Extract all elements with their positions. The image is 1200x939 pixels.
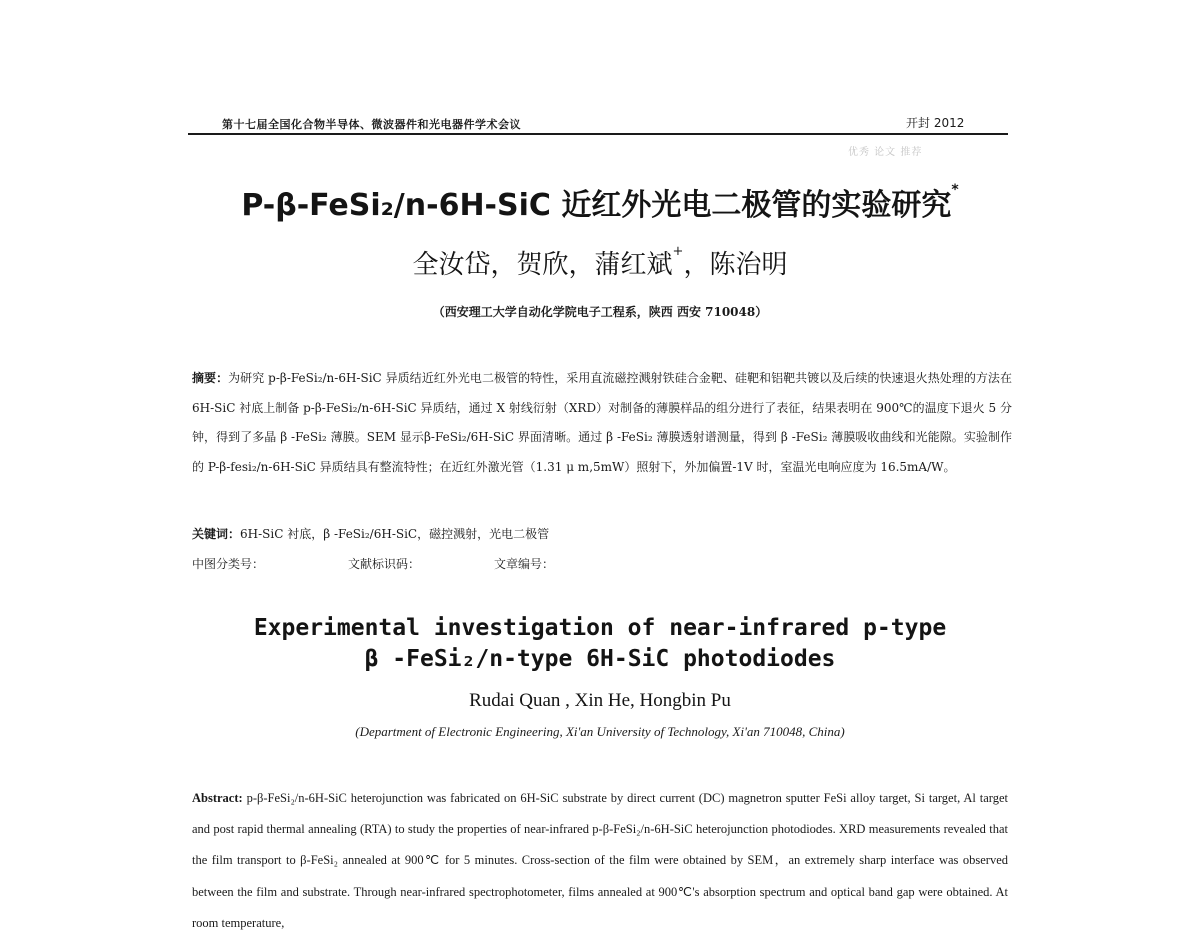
title-cn xyxy=(0,180,1200,224)
abstract-en-label: Abstract: xyxy=(192,791,243,805)
header-rule xyxy=(188,133,1008,135)
abstract-cn-text: 为研究 p-β-FeSi₂/n-6H-SiC 异质结近红外光电二极管的特性，采用直流磁控溅射铁硅合金靶、硅靶和铝靶共镀以及后续的快速退火热处理的方法在 6H-SiC 衬底上制备 p-β-FeSi₂/n-6H-SiC 异质结，通过 X 射线衍射（XRD）对制备的薄膜样品的组分进行了表征，结果表明在 900℃的温度下退火 5 分钟，得到了多晶 β -FeSi₂ 薄膜。SEM 显示β-FeSi₂/6H-SiC 界面清晰。通过 β -FeSi₂ 薄膜透射谱测量，得到 β -FeSi₂ 薄膜吸收曲线和光能隙。实验制作的 P-β-fesi₂/n-6H-SiC 异质结具有整流特性；在近红外激光管（1.31 μ m,5mW）照射下，外加偏置-1V 时，室温光电响应度为 16.5mA/W。 xyxy=(192,371,1012,474)
article-no-label: 文章编号： xyxy=(494,557,555,571)
title-cn-footnote-mark: * xyxy=(951,182,959,198)
title-en-line2: β -FeSi₂/n-type 6H-SiC photodiodes xyxy=(364,646,836,672)
keywords-cn-text: 6H-SiC 衬底，β -FeSi₂/6H-SiC，磁控溅射，光电二极管 xyxy=(240,527,550,541)
doc-code-label: 文献标识码： xyxy=(348,557,421,571)
title-cn-text: P-β-FeSi₂/n-6H-SiC 近红外光电二极管的实验研究 xyxy=(241,188,952,223)
authors-cn-after: ，陈治明 xyxy=(683,250,788,280)
title-en xyxy=(0,613,1200,675)
keywords-cn xyxy=(192,525,549,542)
authors-cn xyxy=(0,244,1200,281)
authors-cn-before: 全汝岱，贺欣，蒲红斌 xyxy=(412,250,673,280)
keywords-cn-label: 关键词： xyxy=(192,527,241,541)
abstract-en-text: p-β-FeSi₂/n-6H-SiC heterojunction was fabricated on 6H-SiC substrate by direct current (DC) magnetron sputter FeSi alloy target, Si target, Al target and post rapid thermal annealing (RTA) to study the properties of near-infrared p-β-FeSi₂/n-6H-SiC heterojunction photodiodes. XRD measurements revealed that the film transport to β-FeSi₂ annealed at 900℃ for 5 minutes. Cross-section of the film were obtained by SEM，an extremely sharp interface was observed between the film and substrate. Through near-infrared spectrophotometer, films annealed at 900℃'s absorption spectrum and optical band gap were obtained. At room temperature, xyxy=(192,791,1008,930)
title-en-line1: Experimental investigation of near-infrared p-type xyxy=(253,615,947,641)
location-year: 开封 2012 xyxy=(906,116,965,130)
corresponding-mark: + xyxy=(672,244,684,259)
clc-label: 中图分类号： xyxy=(192,557,265,571)
abstract-cn xyxy=(192,364,1012,482)
abstract-cn-label: 摘要： xyxy=(192,371,229,385)
affiliation-cn: （西安理工大学自动化学院电子工程系，陕西 西安 710048） xyxy=(432,305,768,319)
affiliation-en: (Department of Electronic Engineering, Xi'an University of Technology, Xi'an 710048, China) xyxy=(355,724,845,739)
conference-header: 第十七届全国化合物半导体、微波器件和光电器件学术会议 xyxy=(222,118,521,131)
authors-en: Rudai Quan , Xin He, Hongbin Pu xyxy=(469,690,731,711)
faint-stamp: 优秀 论文 推荐 xyxy=(848,147,923,158)
abstract-en xyxy=(192,783,1008,939)
